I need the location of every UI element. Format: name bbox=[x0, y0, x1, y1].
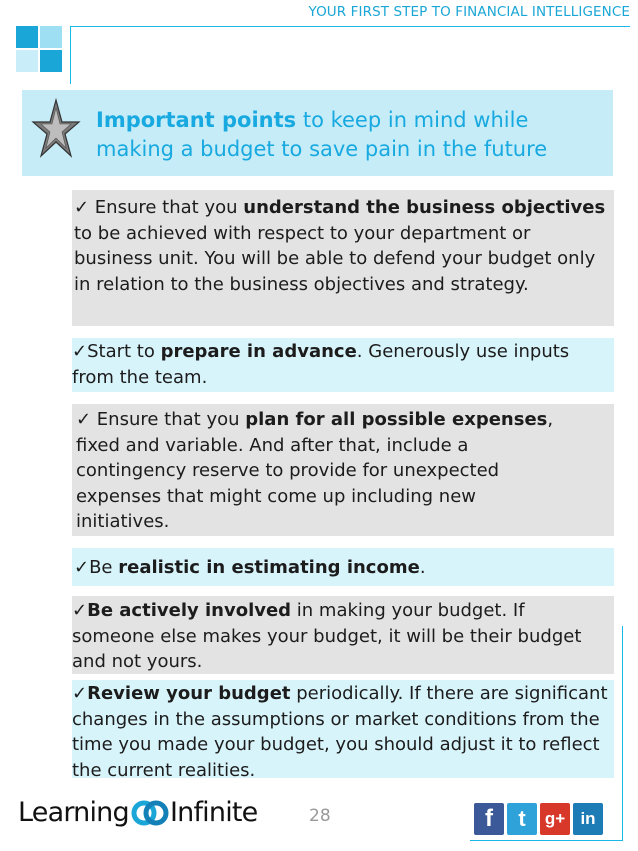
right-vertical-rule bbox=[622, 626, 623, 840]
page-number: 28 bbox=[309, 806, 331, 826]
logo-text-infinite: Infinite bbox=[170, 797, 258, 828]
point-plan-expenses: ✓ Ensure that you plan for all possible expenses, fixed and variable. And after that, include a contingency reserve to provide for unexpected expenses that might come up including new initiatives. bbox=[72, 404, 614, 536]
header-tagline: YOUR FIRST STEP TO FINANCIAL INTELLIGENCE bbox=[308, 4, 630, 20]
callout-title-rest: to keep in mind while making a budget to save pain in the future bbox=[96, 108, 548, 161]
point-realistic-income: ✓Be realistic in estimating income. bbox=[72, 548, 614, 586]
header-rule bbox=[70, 26, 630, 27]
point-prepare-in-advance: ✓Start to prepare in advance. Generously use inputs from the team. bbox=[72, 338, 614, 392]
logo-text-learning: Learning bbox=[18, 797, 129, 828]
facebook-icon[interactable]: f bbox=[474, 803, 504, 835]
footer-rule bbox=[470, 840, 623, 841]
twitter-icon[interactable]: t bbox=[507, 803, 537, 835]
point-understand-objectives: ✓ Ensure that you understand the business objectives to be achieved with respect to your department or business unit. You will be able to defend your budget only in relation to the business objectives and strategy. bbox=[72, 190, 614, 326]
linkedin-icon[interactable]: in bbox=[573, 803, 603, 835]
infinity-logo-icon bbox=[130, 793, 170, 833]
google-plus-icon[interactable]: g+ bbox=[540, 803, 570, 835]
point-actively-involved: ✓Be actively involved in making your budget. If someone else makes your budget, it will be their budget and not yours. bbox=[72, 596, 614, 674]
point-review-budget: ✓Review your budget periodically. If there are significant changes in the assumptions or market conditions from the time you made your budget, you should adjust it to reflect the current realities. bbox=[72, 680, 614, 778]
left-vertical-rule bbox=[70, 26, 71, 84]
learning-infinite-logo bbox=[18, 793, 278, 833]
callout-title-bold: Important points bbox=[96, 108, 297, 132]
callout-title bbox=[96, 106, 576, 164]
star-icon bbox=[31, 98, 81, 158]
